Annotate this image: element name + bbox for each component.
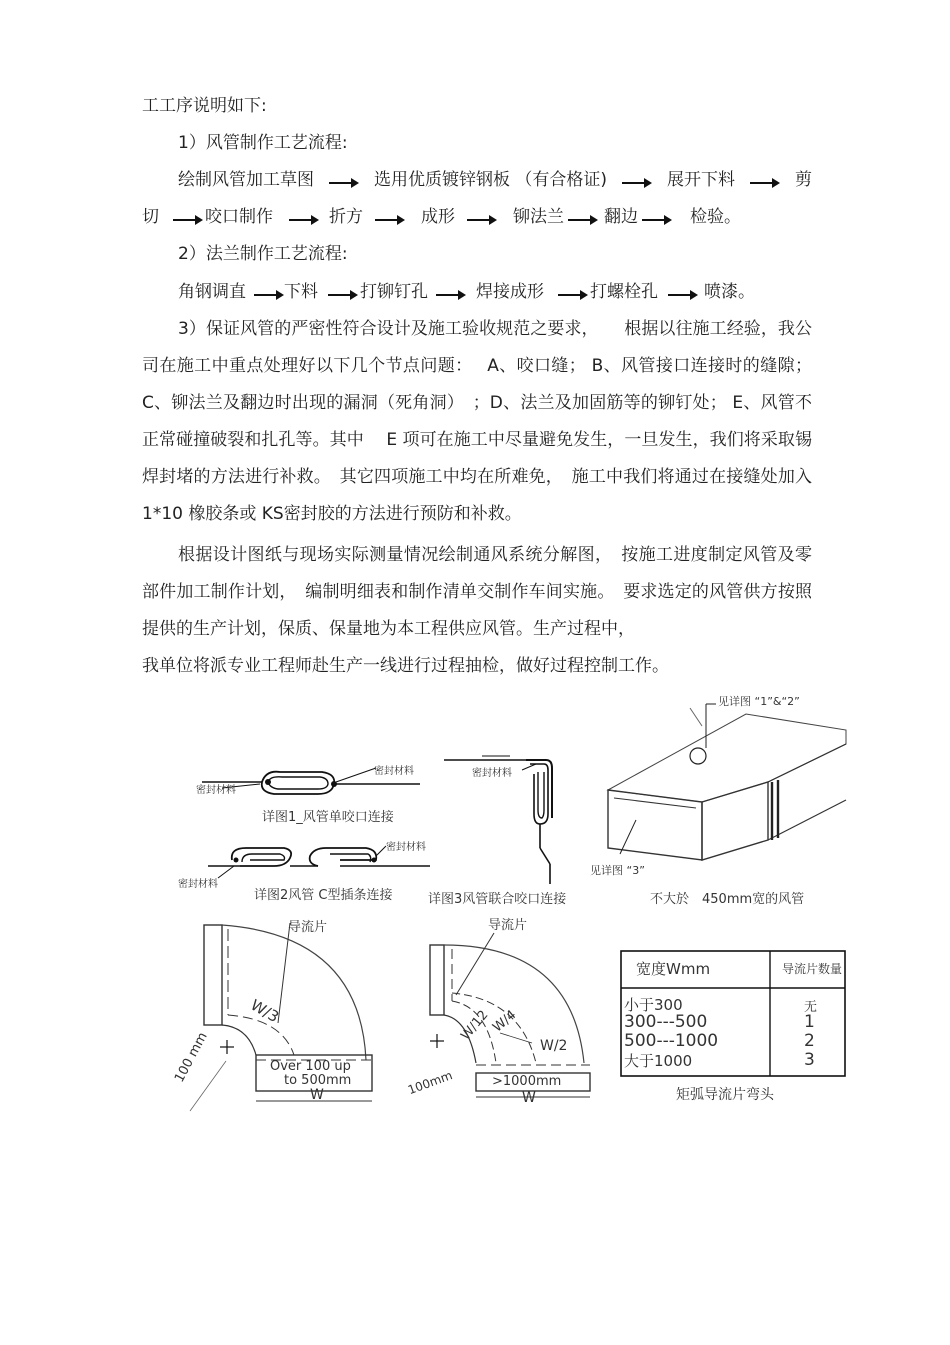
duct-isometric-drawing [598, 690, 848, 890]
elbow-2-dim-w4: W/4 [490, 1007, 520, 1036]
flow-step: 检验。 [690, 207, 741, 227]
flow-step: 选用优质镀锌钢板 （有合格证) [373, 170, 608, 190]
table-row-count: 无 [804, 1000, 818, 1015]
table-caption: 矩弧导流片弯头 [676, 1087, 774, 1103]
arrow-right-icon [668, 289, 698, 301]
vane-label: 导流片 [288, 920, 328, 935]
elbow-1-w: W [310, 1087, 324, 1103]
flange-flow-line [178, 274, 848, 311]
iso-ref-bottom: 见详图 “3” [590, 864, 645, 877]
flow-step: 铆法兰 [513, 207, 564, 227]
flow-step: 切 [142, 207, 159, 227]
arrow-right-icon [289, 214, 319, 226]
detail-2-caption: 详图2风管 C型插条连接 [254, 888, 393, 903]
flow-step: 绘制风管加工草图 [178, 170, 314, 190]
iso-caption: 不大於 450mm宽的风管 [650, 892, 805, 907]
flow-step: 翻边 [604, 207, 638, 227]
elbow-2-box-text: >1000mm [492, 1074, 562, 1089]
flow-step: 焊接成形 [476, 282, 544, 302]
flow-step: 剪 [794, 170, 812, 190]
seal-label: 密封材料 [472, 768, 512, 779]
flow-step: 角钢调直 [178, 282, 246, 302]
arrow-right-icon [568, 214, 598, 226]
table-row-width: 大于1000 [624, 1052, 693, 1070]
seal-label: 密封材料 [386, 842, 426, 853]
flow-step: 打螺栓孔 [590, 282, 658, 302]
seal-label: 密封材料 [374, 766, 414, 777]
detail-1-caption: 详图1_风管单咬口连接 [262, 810, 394, 825]
intro-line: 工工序说明如下: [142, 96, 267, 116]
plan-paragraph: 根据设计图纸与现场实际测量情况绘制通风系统分解图， 按施工进度制定风管及零部件加工制作计划， 编制明细表和制作清单交制作车间实施。 要求选定的风管供方按照提供的生产计划，保质、保量地为本工程供应风管。生产过程中， [142, 545, 812, 639]
elbow-1-box-line1: Over 100 up [270, 1059, 351, 1074]
arrow-right-icon [436, 289, 466, 301]
arrow-right-icon [173, 214, 203, 226]
flow-step: 打铆钉孔 [360, 282, 428, 302]
arrow-right-icon [642, 214, 672, 226]
flow-step: 展开下料 [666, 170, 735, 190]
vane-label: 导流片 [488, 918, 528, 933]
iso-ref-top: 见详图 “1”&“2” [718, 695, 800, 708]
table-header-count: 导流片数量 [782, 962, 843, 976]
table-row-width: 300---500 [624, 1012, 708, 1032]
duct-process-heading: 1）风管制作工艺流程: [178, 133, 348, 153]
arrow-right-icon [328, 289, 358, 301]
detail-3-caption: 详图3风管联合咬口连接 [428, 892, 567, 907]
table-row-width: 小于300 [624, 996, 683, 1014]
elbow-2-w: W [522, 1090, 536, 1106]
duct-flow-line-1 [178, 162, 812, 199]
arrow-right-icon [558, 289, 588, 301]
elbow-1-drawing [170, 915, 390, 1115]
seal-label: 密封材料 [178, 879, 218, 890]
elbow-1-dim-w3: W/3 [247, 995, 282, 1027]
duct-flow-line-2 [142, 199, 812, 236]
seal-paragraph: 3）保证风管的严密性符合设计及施工验收规范之要求， 根据以往施工经验，我公司在施工中重点处理好以下几个节点问题： A、咬口缝； B、风管接口连接时的缝隙； C、铆法兰及翻边时出现的漏洞（死角洞） ；D、法兰及加固筋等的铆钉处； E、风管不正常碰撞破裂和扎孔等。其中 E 项可在施工中尽量避免发生，一旦发生，我们将采取锡焊封堵的方法进行补救。 其它四项施工中均在所难免， 施工中我们将通过在接缝处加入 1*10 橡胶条或 KS密封胶的方法进行预防和补救。 [142, 319, 829, 524]
elbow-1-box-line2: to 500mm [284, 1073, 352, 1088]
flow-step: 咬口制作 [205, 207, 273, 227]
seal-label: 密封材料 [196, 785, 236, 796]
table-row-count: 2 [804, 1031, 815, 1051]
arrow-right-icon [329, 177, 359, 189]
table-row-count: 3 [804, 1050, 815, 1070]
arrow-right-icon [622, 177, 652, 189]
flow-step: 喷漆。 [704, 282, 755, 302]
flow-step: 下料 [284, 282, 318, 302]
last-line: 我单位将派专业工程师赴生产一线进行过程抽检，做好过程控制工作。 [142, 656, 669, 676]
table-header-width: 宽度Wmm [636, 960, 711, 978]
table-row-width: 500---1000 [624, 1031, 719, 1051]
table-row-count: 1 [804, 1012, 815, 1032]
arrow-right-icon [254, 289, 284, 301]
elbow-1-dim-100: 100 mm [172, 1030, 211, 1086]
flow-step: 折方 [329, 207, 363, 227]
flange-process-heading: 2）法兰制作工艺流程: [178, 244, 348, 264]
arrow-right-icon [375, 214, 405, 226]
arrow-right-icon [467, 214, 497, 226]
elbow-2-dim-w12: W/12 [458, 1007, 492, 1044]
arrow-right-icon [750, 177, 780, 189]
flow-step: 成形 [421, 207, 455, 227]
elbow-2-dim-100: 100mm [406, 1068, 455, 1098]
elbow-2-dim-w2: W/2 [540, 1038, 568, 1054]
